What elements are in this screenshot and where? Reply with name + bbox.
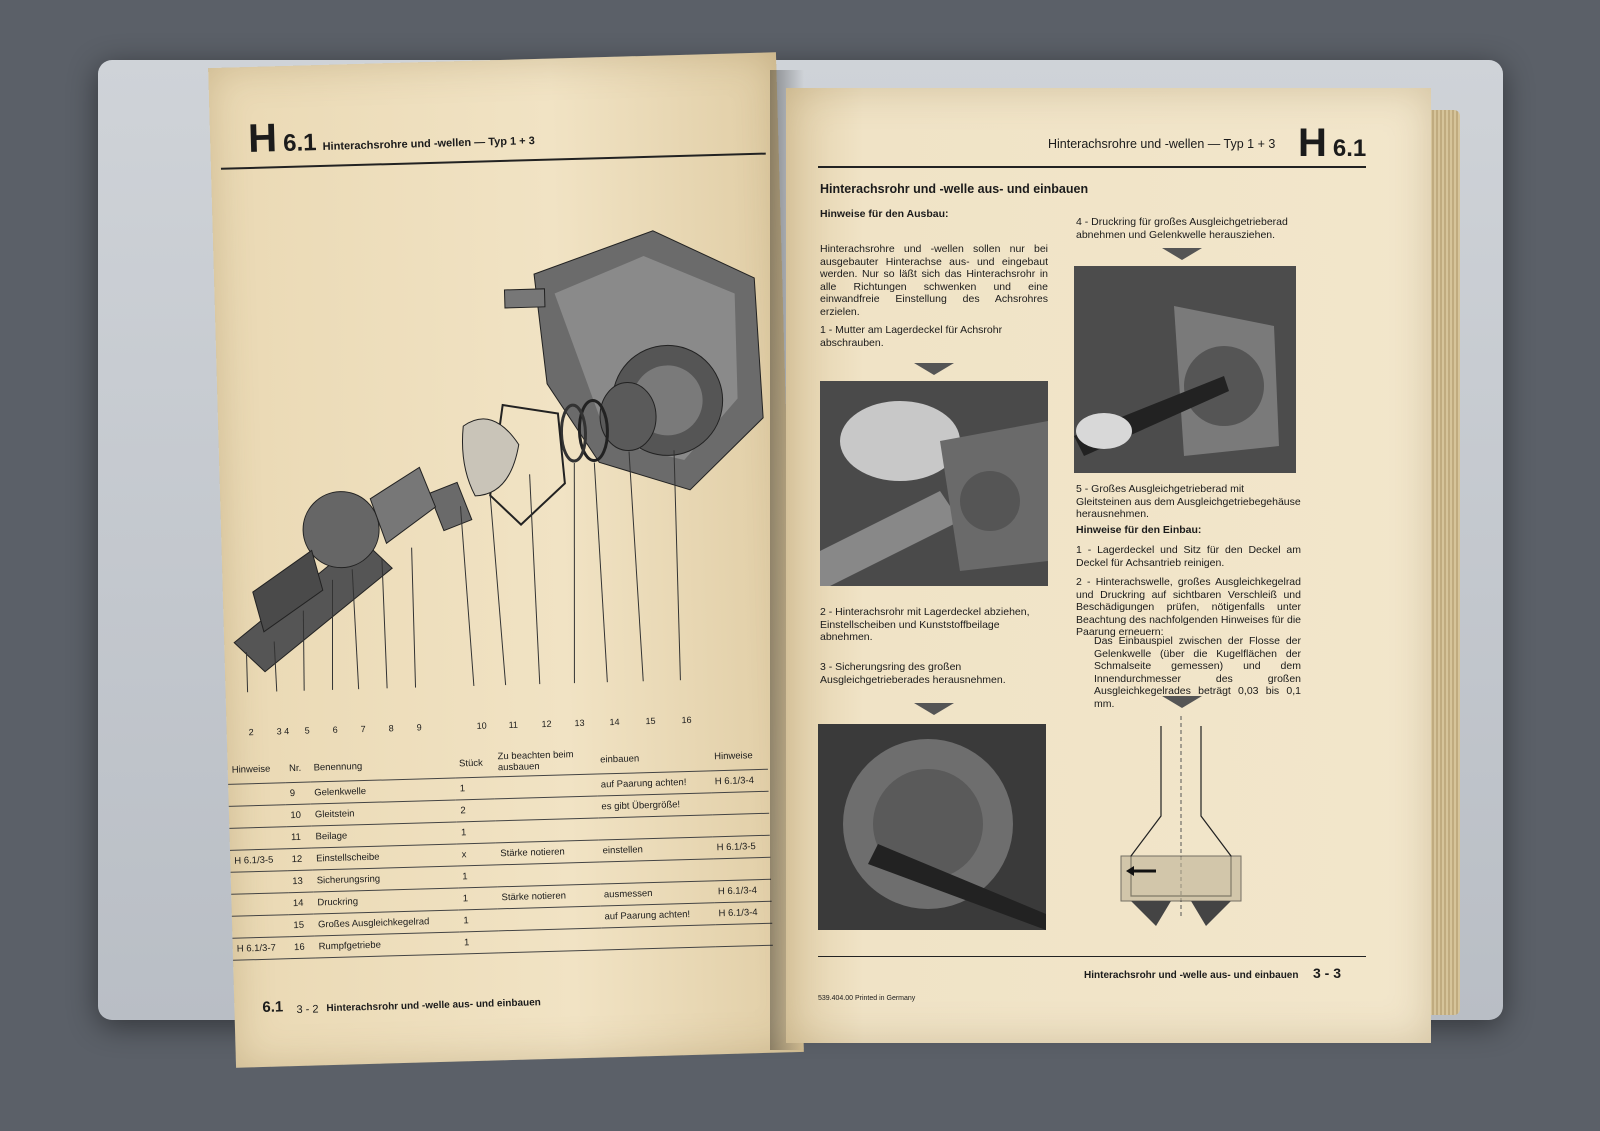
cell-aus	[495, 818, 598, 843]
header-letter: H	[1298, 121, 1327, 165]
cell-ein: auf Paarung achten!	[597, 771, 712, 796]
col-einbauen: einbauen	[596, 742, 711, 774]
cell-name: Druckring	[313, 888, 459, 914]
axle-tube	[229, 467, 440, 673]
cell-name: Sicherungsring	[312, 866, 458, 892]
cell-nr: 16	[290, 936, 315, 959]
col-benennung: Benennung	[309, 750, 455, 783]
cell-qty: 1	[459, 887, 498, 910]
right-page	[786, 88, 1431, 1043]
cell-ein	[601, 925, 716, 950]
cell-nr: 12	[287, 848, 312, 871]
cell-aus	[498, 906, 601, 931]
photo-step-1	[820, 381, 1048, 586]
cell-qty: 1	[459, 909, 498, 932]
left-footer-page: 3 - 2	[296, 1003, 319, 1017]
callout-label: 5	[304, 725, 310, 736]
cell-name: Beilage	[311, 822, 457, 848]
arrow-down-icon	[914, 363, 954, 375]
cell-left	[228, 783, 286, 807]
cell-qty: 1	[457, 821, 496, 844]
cell-ref	[711, 791, 769, 815]
cell-nr: 10	[286, 804, 311, 827]
header-number: 6.1	[1332, 135, 1367, 162]
cell-name: Einstellscheibe	[312, 844, 458, 870]
ausbau-heading: Hinweise für den Ausbau:	[820, 208, 949, 220]
callout-label: 11	[508, 719, 519, 730]
cell-left	[231, 871, 289, 895]
cell-qty: 1	[455, 777, 494, 800]
step-5: 5 - Großes Ausgleichgetrieberad mit Gleitsteinen aus dem Ausgleichgetriebegehäuse herausnehmen.	[1076, 483, 1301, 520]
col-ausbauen	[493, 746, 596, 777]
callout-label: 13	[574, 717, 585, 729]
cell-qty: 1	[460, 931, 499, 954]
photo-step-4	[1074, 266, 1296, 473]
cell-nr: 11	[287, 826, 312, 849]
footer-rule	[818, 956, 1366, 957]
cell-ein: es gibt Übergröße!	[597, 793, 712, 818]
step-1: 1 - Mutter am Lagerdeckel für Achsrohr abschrauben.	[820, 324, 1003, 349]
cell-left: H 6.1/3-7	[232, 937, 290, 961]
cell-ref	[712, 813, 770, 837]
callout-label: 9	[416, 722, 422, 733]
callout-label: 16	[681, 714, 692, 726]
callout-label: 14	[609, 716, 620, 728]
col-nr: Nr.	[285, 754, 310, 783]
cell-name: Gleitstein	[311, 800, 457, 826]
cell-qty: 2	[456, 799, 495, 822]
right-page-header	[1298, 123, 1366, 163]
einbau-step-1: 1 - Lagerdeckel und Sitz für den Deckel am Deckel für Achsantrieb reinigen.	[1076, 544, 1301, 569]
callout-label: 6	[332, 724, 338, 735]
section-title: Hinterachsrohr und -welle aus- und einbauen	[820, 182, 1089, 196]
cell-ref: H 6.1/3-4	[714, 879, 772, 903]
transmission-housing	[503, 228, 765, 495]
arrow-down-icon	[914, 703, 954, 715]
cell-ein: einstellen	[598, 837, 713, 862]
cell-aus: Stärke notieren	[497, 884, 600, 909]
left-page-header	[247, 111, 535, 162]
plastic-shim	[462, 418, 520, 496]
col-hinweise-right: Hinweise	[710, 741, 768, 771]
cell-qty: x	[457, 843, 496, 866]
cell-nr: 15	[289, 914, 314, 937]
cell-name: Rumpfgetriebe	[314, 932, 460, 958]
parts-table	[227, 741, 773, 961]
step-2: 2 - Hinterachsrohr mit Lagerdeckel abziehen, Einstellscheiben und Kunststoffbeilage abnehmen.	[820, 606, 1030, 643]
cell-nr: 14	[289, 892, 314, 915]
callout-label: 8	[388, 723, 394, 734]
cell-aus	[494, 774, 597, 799]
cell-ein: auf Paarung achten!	[600, 903, 715, 928]
einbau-step-2: 2 - Hinterachswelle, großes Ausgleichkegelrad und Druckring auf sichtbaren Verschleiß und Beschädigungen prüfen, nötigenfalls unter Beachtung des nachfolgenden Hinweises für die Paarung erneuern:	[1076, 576, 1301, 638]
left-page	[208, 52, 804, 1067]
cell-left	[229, 827, 287, 851]
cell-left: H 6.1/3-5	[230, 849, 288, 873]
cell-ref: H 6.1/3-4	[714, 901, 772, 925]
header-title: Hinterachsrohre und -wellen — Typ 1 + 3	[322, 135, 535, 153]
callout-label: 3 4	[276, 726, 290, 737]
cell-nr: 13	[288, 870, 313, 893]
cell-aus	[498, 928, 601, 953]
cell-ein	[598, 815, 713, 840]
cell-name: Gelenkwelle	[310, 778, 456, 804]
step-3: 3 - Sicherungsring des großen Ausgleichgetrieberades herausnehmen.	[820, 661, 1006, 686]
col-hinweise-left: Hinweise	[227, 754, 285, 784]
header-rule	[818, 166, 1366, 168]
exploded-drawing	[211, 157, 793, 693]
intro-text: Hinterachsrohre und -wellen sollen nur bei ausgebauter Hinterachse aus- und eingebaut werden. Nur so läßt sich das Hinterachsrohr in alle Richtungen schwenken und eine einwandfreie Einstellung des Achsrohres erzielen.	[820, 243, 1048, 318]
left-footer-title: Hinterachsrohr und -welle aus- und einbauen	[326, 997, 542, 1015]
cell-aus	[495, 796, 598, 821]
callout-label: 12	[541, 718, 552, 730]
arrow-down-icon	[1162, 248, 1202, 260]
right-header-title: Hinterachsrohre und -wellen — Typ 1 + 3	[1048, 137, 1276, 151]
cell-left	[231, 893, 289, 917]
cell-nr: 9	[285, 782, 310, 805]
einbau-heading: Hinweise für den Einbau:	[1076, 524, 1202, 536]
cell-name: Großes Ausgleichkegelrad	[314, 910, 460, 936]
header-number: 6.1	[282, 129, 317, 158]
footer-code: 539.404.00 Printed in Germany	[818, 995, 916, 1002]
step-4: 4 - Druckring für großes Ausgleichgetrieberad abnehmen und Gelenkwelle herausziehen.	[1076, 216, 1288, 241]
left-footer-number: 6.1	[262, 998, 284, 1016]
callout-label: 15	[645, 715, 656, 727]
cell-aus	[497, 862, 600, 887]
cell-ein: ausmessen	[600, 881, 715, 906]
cell-ref	[715, 923, 773, 947]
right-footer-title: Hinterachsrohr und -welle aus- und einbauen	[1084, 970, 1299, 981]
cell-left	[232, 915, 290, 939]
callout-label: 7	[360, 723, 366, 735]
col-ausbauen-label: ausbauen	[497, 761, 540, 774]
parts-table-body	[228, 769, 773, 960]
cell-left	[229, 805, 287, 829]
photo-step-3	[818, 724, 1046, 930]
right-footer-page: 3 - 3	[1313, 965, 1342, 981]
gear-diagram	[1116, 706, 1246, 931]
cell-ref	[713, 857, 771, 881]
einbau-note: Das Einbauspiel zwischen der Flosse der Gelenkwelle (über die Kugelflächen der Schmalseite gemessen) und dem Innendurchmesser des großen Ausgleichkegelrades beträgt 0,03 bis 0,1 mm.	[1094, 635, 1301, 710]
cell-ref: H 6.1/3-5	[712, 835, 770, 859]
cell-ref: H 6.1/3-4	[711, 769, 769, 793]
header-letter: H	[247, 116, 278, 162]
callout-label: 10	[476, 720, 487, 731]
cell-aus: Stärke notieren	[496, 840, 599, 865]
callout-label: 2	[248, 727, 254, 738]
cell-qty: 1	[458, 865, 497, 888]
col-stueck: Stück	[455, 748, 494, 778]
col-zu-beachten: Zu beachten beim	[497, 749, 574, 763]
cell-ein	[599, 859, 714, 884]
